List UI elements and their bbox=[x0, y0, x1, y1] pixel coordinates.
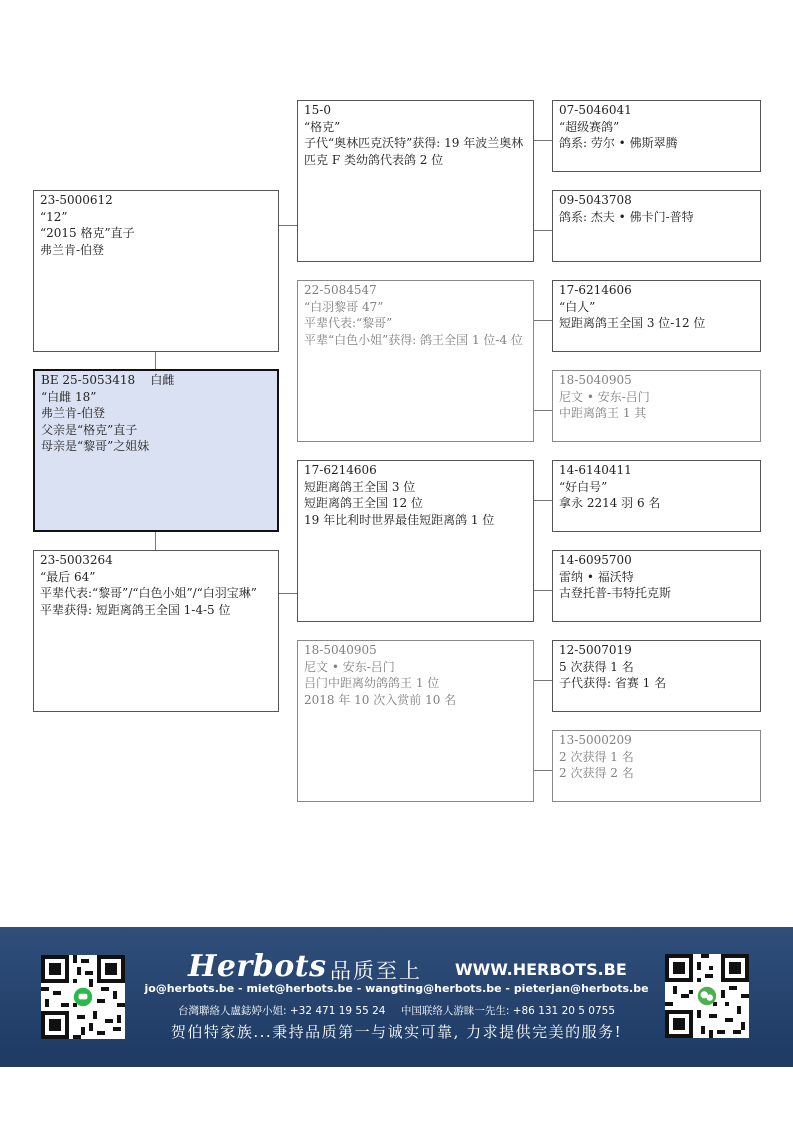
subject-box bbox=[33, 369, 279, 532]
dam-dam-box bbox=[297, 640, 534, 802]
connector-gen3-3 bbox=[533, 320, 552, 321]
sss-name: “超级赛鸽” bbox=[559, 119, 620, 134]
email-list[interactable]: jo@herbots.be - miet@herbots.be - wangting@herbots.be - pieterjan@herbots.be bbox=[144, 982, 649, 995]
sire-dam-box bbox=[297, 280, 534, 442]
connector-gen3-4 bbox=[533, 410, 552, 411]
ddd-result-1: 2 次获得 1 名 bbox=[559, 749, 634, 764]
subject-ring: BE 25-5053418 白雌 bbox=[41, 373, 175, 387]
contact-row bbox=[0, 1003, 793, 1018]
ddd-ring: 13-5000209 bbox=[559, 733, 632, 747]
dam-sire-ring: 17-6214606 bbox=[304, 463, 377, 477]
dam-sire-box bbox=[297, 460, 534, 622]
sire-dam-results: 平辈“白色小姐”获得: 鸽王全国 1 位-4 位 bbox=[304, 332, 523, 347]
sdd-result: 中距离鸽王 1 其 bbox=[559, 406, 647, 420]
subject-breeder: 弗兰肯-伯登 bbox=[41, 406, 106, 420]
dam-sire-result-1: 短距离鸽王全国 3 位 bbox=[304, 479, 416, 494]
sire-sire-note: 子代“奥林匹克沃特”获得: 19 年波兰奥林匹克 F 类幼鸽代表鸽 2 位 bbox=[304, 136, 524, 167]
dam-siblings: 平辈代表:“黎哥”/“白色小姐”/“白羽宝琳” bbox=[40, 586, 257, 600]
sire-note: “2015 格克”直子 bbox=[40, 226, 135, 240]
sds-ring: 17-6214606 bbox=[559, 283, 632, 297]
dsd-ring: 14-6095700 bbox=[559, 553, 632, 567]
dam-siblings-results: 平辈获得: 短距离鸽王全国 1-4-5 位 bbox=[40, 602, 231, 617]
dss-ring: 14-6140411 bbox=[559, 463, 632, 477]
sdd-box bbox=[552, 370, 761, 442]
connector-subject-dam bbox=[155, 532, 156, 550]
connector-gen3-1 bbox=[533, 140, 552, 141]
sire-dam-name: “白羽黎哥 47” bbox=[304, 299, 384, 314]
ddd-box bbox=[552, 730, 761, 802]
dam-dam-breeder: 尼文 • 安东-吕门 bbox=[304, 659, 395, 674]
sss-ring: 07-5046041 bbox=[559, 103, 632, 117]
connector-gen3-2 bbox=[533, 230, 552, 231]
dds-box bbox=[552, 640, 761, 712]
dam-name: “最后 64” bbox=[40, 569, 96, 584]
dsd-breeder: 雷纳 • 福沃特 bbox=[559, 569, 634, 584]
sds-box bbox=[552, 280, 761, 352]
dss-result: 拿永 2214 羽 6 名 bbox=[559, 496, 661, 510]
dam-box bbox=[33, 550, 279, 712]
contact-taiwan: 台灣聯絡人盧鋕婷小姐: +32 471 19 55 24 bbox=[177, 1005, 386, 1017]
sire-dam-ring: 22-5084547 bbox=[304, 283, 377, 297]
ddd-result-2: 2 次获得 2 名 bbox=[559, 766, 634, 780]
sdd-ring: 18-5040905 bbox=[559, 373, 632, 387]
dam-sire-result-2: 短距离鸽王全国 12 位 bbox=[304, 496, 423, 510]
contact-china: 中国联络人游睐一先生: +86 131 20 5 0755 bbox=[400, 1005, 616, 1017]
dds-ring: 12-5007019 bbox=[559, 643, 632, 657]
dsd-line: 古登托普-韦特托克斯 bbox=[559, 586, 672, 600]
sss-line: 鸽系: 劳尔 • 佛斯翠腾 bbox=[559, 136, 678, 150]
connector-gen3-6 bbox=[533, 590, 552, 591]
sdd-breeder: 尼文 • 安东-吕门 bbox=[559, 389, 650, 404]
dds-result-1: 5 次获得 1 名 bbox=[559, 659, 634, 674]
connector-sire-subject bbox=[155, 351, 156, 369]
sire-breeder: 弗兰肯-伯登 bbox=[40, 242, 105, 257]
subject-name: “白雌 18” bbox=[41, 389, 97, 404]
sds-result: 短距离鸽王全国 3 位-12 位 bbox=[559, 316, 706, 330]
sire-dam-siblings: 平辈代表:“黎哥” bbox=[304, 316, 393, 330]
dss-name: “好白号” bbox=[559, 479, 608, 494]
dam-sire-result-3: 19 年比利时世界最佳短距离鸽 1 位 bbox=[304, 512, 495, 527]
dam-dam-ring: 18-5040905 bbox=[304, 643, 377, 657]
connector-sire-h bbox=[278, 225, 297, 226]
dam-dam-result-1: 吕门中距离幼鸽鸽王 1 位 bbox=[304, 676, 440, 690]
connector-gen3-5 bbox=[533, 500, 552, 501]
dam-ring: 23-5003264 bbox=[40, 553, 113, 567]
sds-name: “白人” bbox=[559, 299, 596, 314]
dam-dam-result-2: 2018 年 10 次入赏前 10 名 bbox=[304, 692, 457, 707]
dss-box bbox=[552, 460, 761, 532]
sss-box bbox=[552, 100, 761, 172]
dds-result-2: 子代获得: 省赛 1 名 bbox=[559, 676, 667, 690]
connector-gen3-8 bbox=[533, 770, 552, 771]
herbots-logo: Herbots bbox=[188, 949, 327, 984]
sire-ring: 23-5000612 bbox=[40, 193, 113, 207]
ssd-ring: 09-5043708 bbox=[559, 193, 632, 207]
dsd-box bbox=[552, 550, 761, 622]
sire-box bbox=[33, 190, 279, 352]
sire-sire-name: “格克” bbox=[304, 119, 341, 134]
connector-dam-h bbox=[278, 593, 297, 594]
ssd-box bbox=[552, 190, 761, 262]
sire-sire-box bbox=[297, 100, 534, 262]
footer-band bbox=[0, 927, 793, 1067]
ssd-line: 鸽系: 杰夫 • 佛卡门-普特 bbox=[559, 209, 694, 224]
sire-name: “12” bbox=[40, 209, 68, 224]
subject-mother: 母亲是“黎哥”之姐妹 bbox=[41, 439, 150, 453]
subject-father: 父亲是“格克”直子 bbox=[41, 422, 138, 437]
brand-slogan: 品质至上 bbox=[330, 959, 422, 983]
website-link[interactable]: WWW.HERBOTS.BE bbox=[455, 960, 627, 979]
tagline: 贺伯特家族...秉持品质第一与诚实可靠, 力求提供完美的服务! bbox=[170, 1023, 623, 1041]
sire-sire-ring: 15-0 bbox=[304, 103, 331, 117]
connector-gen3-7 bbox=[533, 680, 552, 681]
